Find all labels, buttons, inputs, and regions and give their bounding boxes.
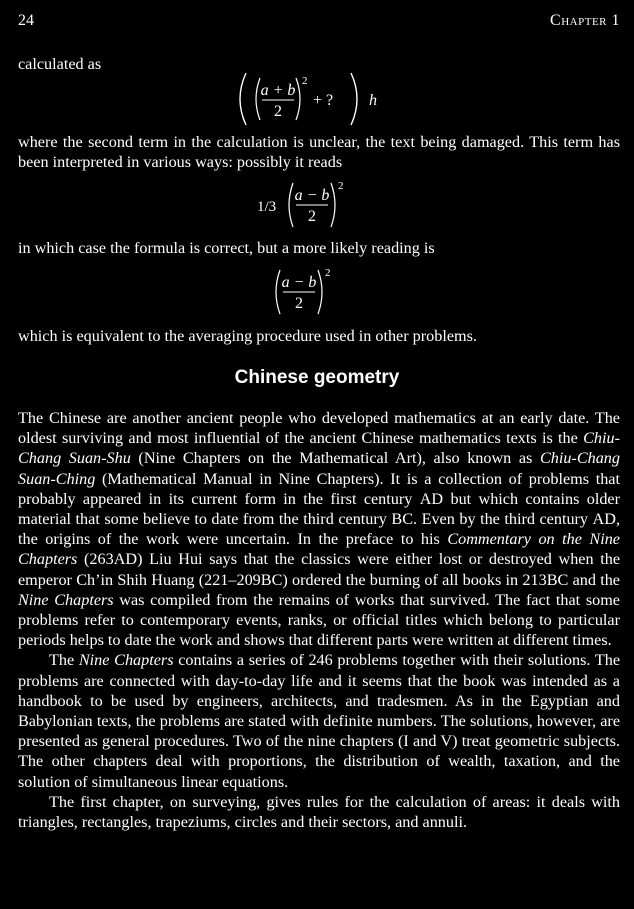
f1-factor: h xyxy=(369,92,377,109)
formula-likely-reading xyxy=(0,264,634,320)
f3-exponent: 2 xyxy=(325,267,331,279)
formula-3-graphic xyxy=(272,264,362,320)
paragraph-likely-reading: in which case the formula is correct, but a more likely reading is xyxy=(18,239,435,257)
formula-1-graphic xyxy=(232,70,402,128)
title-chiu-chang-suan-ching: Chiu-Chang Suan-Ching xyxy=(18,449,620,488)
running-header xyxy=(18,11,620,31)
f3-numerator: a − b xyxy=(281,274,317,291)
f1-numerator: a + b xyxy=(260,82,296,99)
paragraph-damaged-text: where the second term in the calculation is unclear, the text being damaged. This term has been interpreted in various ways: possibly it reads xyxy=(18,133,620,172)
title-nine-chapters-2: Nine Chapters xyxy=(78,651,174,670)
formula-possible-reading xyxy=(0,177,634,233)
f2-exponent: 2 xyxy=(338,180,344,192)
paragraph-problems-content: The Nine Chapters contains a series of 246 problems together with their solutions. The problems are connected with day-to-day life and it seems that the book was intended as a handbook to be used by engineers, architects, and tradesmen. As in the Egyptian and Babylonian texts, the problems are stated with definite numbers. The solutions, however, are presented as general procedures. Two of the nine chapters (I and V) treat geometric subjects. The other chapters deal with proportions, the distribution of wealth, taxation, and the solution of simultaneous linear equations. xyxy=(18,651,621,791)
paragraph-surveying: The first chapter, on surveying, gives rules for the calculation of areas: it deals with triangles, rectangles, trapeziums, circles and their sectors, and annuli. xyxy=(18,792,620,832)
paragraph-averaging: which is equivalent to the averaging procedure used in other problems. xyxy=(18,327,477,345)
f2-coefficient: 1/3 xyxy=(257,199,277,215)
f3-denominator: 2 xyxy=(295,295,303,312)
formula-2-graphic xyxy=(257,177,377,233)
f1-denominator: 2 xyxy=(274,103,282,120)
title-chiu-chang-suan-shu: Chiu-Chang Suan-Shu xyxy=(18,429,620,468)
f1-plus-term: + ? xyxy=(313,92,334,109)
formula-area-estimate xyxy=(0,70,634,128)
paragraph-nine-chapters-origin: The Chinese are another ancient people who developed mathematics at an early date. The oldest surviving and most influential of the ancient Chinese mathematics texts is the Chiu-Chang Suan-Shu (Nine Chapters on the Mathematical Art), also known as Chiu-Chang Suan-Ching (Mathematical Manual in Nine Chapters). It is a collection of problems that probably appeared in its current form in the first century AD but which contains older material that some believe to date from the third century BC. Even by the third century AD, the origins of the work were uncertain. In the preface to his Commentary on the Nine Chapters (263AD) Liu Hui says that the classics were either lost or destroyed when the emperor Ch’in Shih Huang (221–209BC) ordered the burning of all books in 213BC and the Nine Chapters was compiled from the remains of works that survived. The fact that some problems refer to contemporary events, ranks, or official titles which belong to particular periods helps to date the work and shows that different parts were written at different times. xyxy=(18,409,621,650)
title-commentary: Commentary on the Nine Chapters xyxy=(18,530,620,569)
intro-text: calculated as xyxy=(18,55,102,73)
f2-denominator: 2 xyxy=(308,208,316,225)
page-number: 24 xyxy=(18,12,34,29)
f1-exponent: 2 xyxy=(302,75,308,87)
f2-numerator: a − b xyxy=(294,187,330,204)
title-nine-chapters: Nine Chapters xyxy=(18,590,114,609)
chapter-title: Chapter 1 xyxy=(550,12,620,29)
section-body xyxy=(18,408,620,832)
section-heading: Chinese geometry xyxy=(234,367,400,388)
